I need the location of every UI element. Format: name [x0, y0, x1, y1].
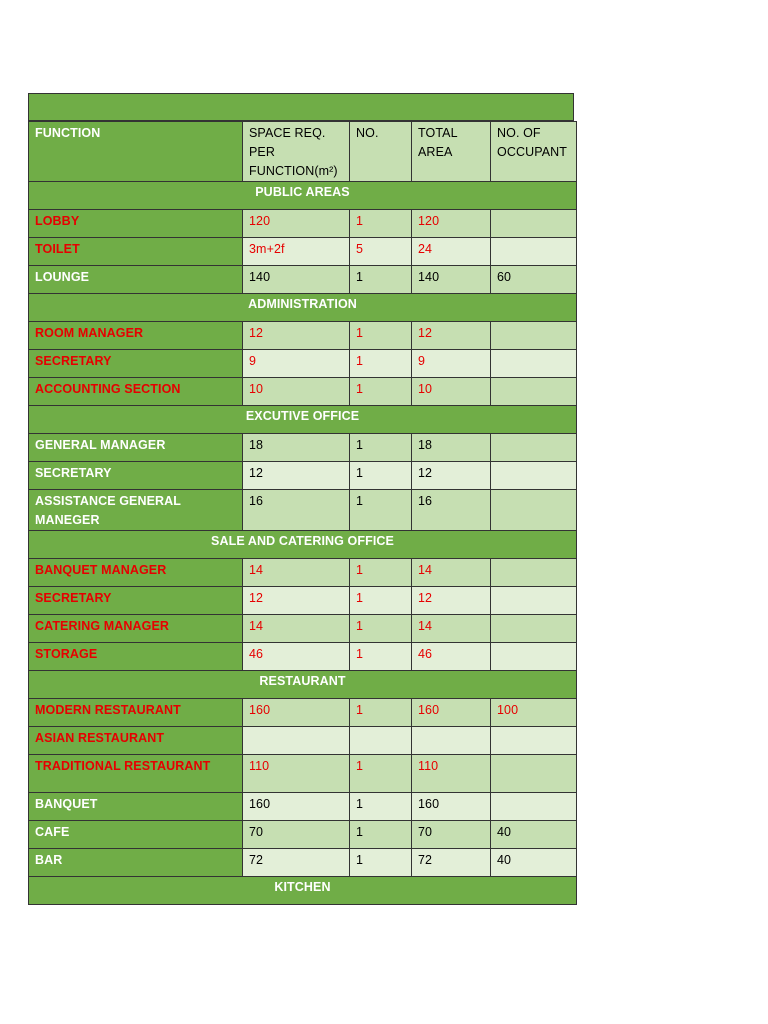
- table-row: [29, 378, 577, 406]
- header-space: SPACE REQ. PER FUNCTION(m²): [243, 122, 350, 182]
- table-row: [29, 559, 577, 587]
- cell-occupant: [491, 462, 577, 490]
- cell-occupant: [491, 350, 577, 378]
- cell-space: 16: [243, 490, 350, 531]
- cell-space: 10: [243, 378, 350, 406]
- cell-function: BAR: [29, 849, 243, 877]
- cell-function: TRADITIONAL RESTAURANT: [29, 755, 243, 793]
- cell-occupant: [491, 587, 577, 615]
- cell-no: 1: [350, 462, 412, 490]
- cell-no: 1: [350, 350, 412, 378]
- cell-no: 1: [350, 559, 412, 587]
- cell-space: 120: [243, 210, 350, 238]
- cell-function: BANQUET MANAGER: [29, 559, 243, 587]
- cell-space: 3m+2f: [243, 238, 350, 266]
- cell-occupant: 40: [491, 849, 577, 877]
- cell-space: 46: [243, 643, 350, 671]
- cell-no: 1: [350, 434, 412, 462]
- cell-total: 110: [412, 755, 491, 793]
- table-row: [29, 266, 577, 294]
- cell-no: 1: [350, 699, 412, 727]
- table-row: [29, 434, 577, 462]
- cell-occupant: [491, 793, 577, 821]
- cell-function: CATERING MANAGER: [29, 615, 243, 643]
- cell-no: 1: [350, 322, 412, 350]
- cell-occupant: 60: [491, 266, 577, 294]
- section-title: SALE AND CATERING OFFICE: [29, 531, 577, 559]
- table-title-bar: [28, 93, 574, 121]
- cell-function: BANQUET: [29, 793, 243, 821]
- cell-no: 1: [350, 849, 412, 877]
- cell-space: 160: [243, 699, 350, 727]
- header-occupant: NO. OF OCCUPANT: [491, 122, 577, 182]
- cell-no: 1: [350, 821, 412, 849]
- cell-occupant: [491, 643, 577, 671]
- table-row: [29, 350, 577, 378]
- header-no: NO.: [350, 122, 412, 182]
- cell-no: 1: [350, 378, 412, 406]
- table-row: [29, 821, 577, 849]
- section-title: RESTAURANT: [29, 671, 577, 699]
- cell-no: 1: [350, 266, 412, 294]
- cell-function: ROOM MANAGER: [29, 322, 243, 350]
- table-row: [29, 210, 577, 238]
- cell-space: 72: [243, 849, 350, 877]
- cell-occupant: [491, 322, 577, 350]
- cell-occupant: [491, 490, 577, 531]
- cell-function: SECRETARY: [29, 462, 243, 490]
- cell-function: GENERAL MANAGER: [29, 434, 243, 462]
- cell-total: 160: [412, 793, 491, 821]
- table-row: [29, 755, 577, 793]
- cell-occupant: [491, 434, 577, 462]
- section-row: [29, 531, 577, 559]
- table-row: [29, 462, 577, 490]
- cell-occupant: [491, 755, 577, 793]
- header-function: FUNCTION: [29, 122, 243, 182]
- cell-space: 70: [243, 821, 350, 849]
- cell-total: 16: [412, 490, 491, 531]
- section-row: [29, 877, 577, 905]
- cell-total: 14: [412, 559, 491, 587]
- cell-total: 12: [412, 462, 491, 490]
- section-title: ADMINISTRATION: [29, 294, 577, 322]
- table-row: [29, 643, 577, 671]
- table-row: [29, 587, 577, 615]
- cell-function: MODERN RESTAURANT: [29, 699, 243, 727]
- cell-occupant: [491, 559, 577, 587]
- table-row: [29, 699, 577, 727]
- cell-space: 140: [243, 266, 350, 294]
- table-row: [29, 615, 577, 643]
- cell-function: ASIAN RESTAURANT: [29, 727, 243, 755]
- cell-space: 14: [243, 559, 350, 587]
- table-row: [29, 793, 577, 821]
- section-row: [29, 406, 577, 434]
- cell-function: LOBBY: [29, 210, 243, 238]
- cell-total: 12: [412, 587, 491, 615]
- cell-total: 14: [412, 615, 491, 643]
- cell-total: 12: [412, 322, 491, 350]
- cell-no: 1: [350, 643, 412, 671]
- cell-space: 160: [243, 793, 350, 821]
- cell-no: 5: [350, 238, 412, 266]
- cell-space: 110: [243, 755, 350, 793]
- space-program-table: [28, 93, 576, 905]
- cell-occupant: [491, 378, 577, 406]
- table-row: [29, 849, 577, 877]
- cell-space: 9: [243, 350, 350, 378]
- cell-total: 70: [412, 821, 491, 849]
- cell-no: 1: [350, 587, 412, 615]
- cell-total: 10: [412, 378, 491, 406]
- table-row: [29, 490, 577, 531]
- cell-total: 72: [412, 849, 491, 877]
- cell-space: 12: [243, 322, 350, 350]
- cell-occupant: [491, 210, 577, 238]
- table-row: [29, 322, 577, 350]
- cell-function: TOILET: [29, 238, 243, 266]
- cell-function: ASSISTANCE GENERAL MANEGER: [29, 490, 243, 531]
- section-row: [29, 182, 577, 210]
- cell-total: 140: [412, 266, 491, 294]
- cell-total: 120: [412, 210, 491, 238]
- cell-total: 9: [412, 350, 491, 378]
- cell-space: 12: [243, 462, 350, 490]
- cell-function: ACCOUNTING SECTION: [29, 378, 243, 406]
- section-row: [29, 294, 577, 322]
- cell-function: SECRETARY: [29, 350, 243, 378]
- section-row: [29, 671, 577, 699]
- cell-no: 1: [350, 755, 412, 793]
- cell-total: 160: [412, 699, 491, 727]
- cell-occupant: 40: [491, 821, 577, 849]
- section-title: KITCHEN: [29, 877, 577, 905]
- cell-no: 1: [350, 210, 412, 238]
- cell-space: 18: [243, 434, 350, 462]
- cell-total: 46: [412, 643, 491, 671]
- cell-total: 18: [412, 434, 491, 462]
- cell-space: 14: [243, 615, 350, 643]
- cell-total: 24: [412, 238, 491, 266]
- cell-function: CAFE: [29, 821, 243, 849]
- cell-occupant: [491, 615, 577, 643]
- table-row: [29, 727, 577, 755]
- cell-space: 12: [243, 587, 350, 615]
- cell-no: 1: [350, 793, 412, 821]
- cell-no: 1: [350, 490, 412, 531]
- cell-no: [350, 727, 412, 755]
- cell-occupant: 100: [491, 699, 577, 727]
- header-total: TOTAL AREA: [412, 122, 491, 182]
- cell-function: LOUNGE: [29, 266, 243, 294]
- cell-function: SECRETARY: [29, 587, 243, 615]
- cell-function: STORAGE: [29, 643, 243, 671]
- cell-space: [243, 727, 350, 755]
- cell-occupant: [491, 727, 577, 755]
- cell-total: [412, 727, 491, 755]
- space-table: [28, 121, 577, 905]
- cell-no: 1: [350, 615, 412, 643]
- cell-occupant: [491, 238, 577, 266]
- section-title: EXCUTIVE OFFICE: [29, 406, 577, 434]
- section-title: PUBLIC AREAS: [29, 182, 577, 210]
- header-row: [29, 122, 577, 182]
- table-row: [29, 238, 577, 266]
